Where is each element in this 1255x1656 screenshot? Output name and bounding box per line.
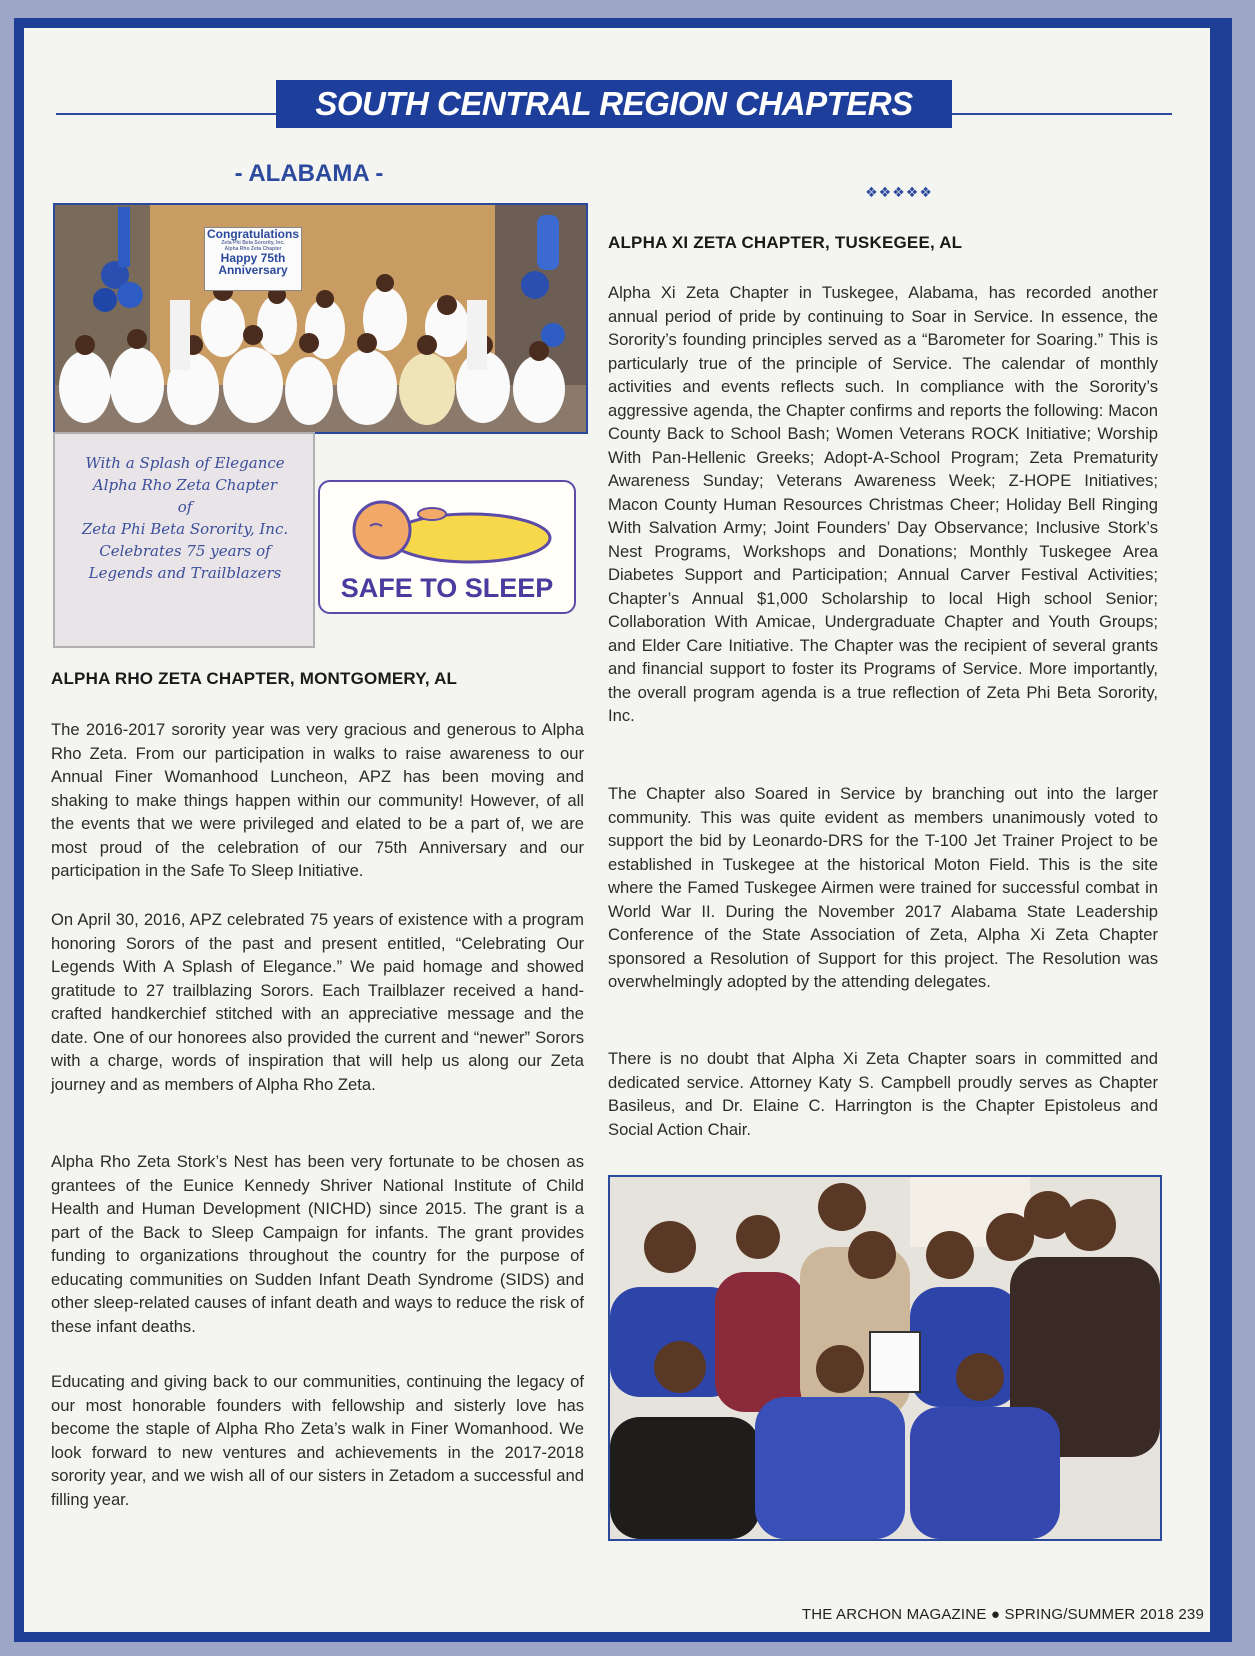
embroidery-line: of bbox=[177, 498, 193, 516]
page-footer: THE ARCHON MAGAZINE ● SPRING/SUMMER 2018 239 bbox=[801, 1606, 1204, 1623]
header-rule-left bbox=[56, 113, 276, 115]
state-label: - ALABAMA - bbox=[234, 160, 384, 187]
paragraph: On April 30, 2016, APZ celebrated 75 years of existence with a program honoring Sorors of the past and present entitled, “Celebrating Our Legends With A Splash of Elegance.” We paid homage and showed gratitude to 27 trailblazing Sorors. Each Trailblazer received a hand-crafted handkerchief stitched with an appreciative message and the date. One of our honorees also provided the current and “newer” Sorors with a charge, words of inspiration that will help us along our Zeta journey and as members of Alpha Rho Zeta. bbox=[51, 910, 584, 1094]
page-frame bbox=[14, 18, 1232, 1642]
paragraph: Alpha Xi Zeta Chapter in Tuskegee, Alabama, has recorded another annual period of pride by continuing to Soar in Service. In essence, the Sorority’s founding principles served as a “Barometer for Soaring.” This is particularly true of the principle of Service. The calendar of monthly activities and events reflects such. In compliance with the Sorority’s aggressive agenda, the Chapter confirms and reports the following: Macon County Back to School Bash; Women Veterans ROCK Initiative; Worship With Pan-Hellenic Greeks; Adopt-A-School Program; Zeta Prematurity Awareness Sunday; Veterans Awareness Week; Z-HOPE Initiatives; Macon County Human Resources Christmas Cheer; Holiday Bell Ringing With Salvation Army; Joint Founders’ Day Observance; Inclusive Stork’s Nest Programs, Workshops and Donations; Monthly Tuskegee Area Diabetes Support and Participation; Annual Carver Festival Activities; Chapter’s Annual $1,000 Scholarship to local High school Senior; Collaboration With Amicae, Undergraduate Chapter and Youth Groups; and Elder Care Initiative. The Chapter was the recipient of several grants and financial support to foster its Programs of Service. More importantly, the overall program agenda is a true reflection of Zeta Phi Beta Sorority, Inc. bbox=[608, 283, 1158, 725]
sign-line-1: Congratulations bbox=[207, 227, 299, 241]
paragraph: The 2016-2017 sorority year was very gracious and generous to Alpha Rho Zeta. From our participation in walks to raise awareness to our Annual Finer Womanhood Luncheon, APZ has been moving and shaking to make things happen within our community! However, of all the events that we were privileged and elated to be a part of, we are most proud of the celebration of our 75th Anniversary and our participation in the Safe To Sleep Initiative. bbox=[51, 720, 584, 880]
header-rule-right bbox=[952, 113, 1172, 115]
embroidery-line: Celebrates 75 years of bbox=[99, 542, 271, 560]
embroidery-line: Legends and Trailblazers bbox=[88, 564, 282, 582]
handkerchief-embroidery bbox=[65, 452, 305, 584]
article-heading-tuskegee: ALPHA XI ZETA CHAPTER, TUSKEGEE, AL bbox=[608, 233, 963, 252]
ornament-divider: ❖❖❖❖❖ bbox=[865, 184, 933, 200]
sleeping-baby-icon bbox=[320, 488, 574, 578]
paragraph: There is no doubt that Alpha Xi Zeta Chapter soars in committed and dedicated service. Attorney Katy S. Campbell proudly serves as Chapter Basileus, and Dr. Elaine C. Harrington is the Chapter Epistoleus and Social Action Chair. bbox=[608, 1049, 1158, 1139]
sign-line-2: Zeta Phi Beta Sorority, Inc. bbox=[221, 240, 285, 246]
sign-line-4: Happy 75th bbox=[220, 251, 286, 265]
tuskegee-chapter-photo bbox=[608, 1175, 1162, 1541]
group-photo-illustration bbox=[55, 205, 586, 432]
embroidery-line: With a Splash of Elegance bbox=[85, 454, 285, 472]
handkerchief-photo bbox=[53, 432, 315, 648]
sign-line-5: Anniversary bbox=[218, 263, 288, 277]
safe-to-sleep-label: SAFE TO SLEEP bbox=[340, 573, 554, 603]
paragraph: The Chapter also Soared in Service by branching out into the larger community. This was quite evident as members unanimously voted to support the bid by Leonardo-DRS for the T-100 Jet Trainer Project to be established in Tuskegee at the historical Moton Field. This is the site where the Famed Tuskegee Airmen were trained for successful combat in World War II. During the November 2017 Alabama State Leadership Conference of the State Association of Zeta, Alpha Xi Zeta Chapter sponsored a Resolution of Support for this project. The Resolution was overwhelmingly adopted by the attending delegates. bbox=[608, 784, 1158, 991]
safe-to-sleep-logo bbox=[318, 480, 576, 614]
embroidery-line: Alpha Rho Zeta Chapter bbox=[92, 476, 278, 494]
sign-line-3: Alpha Rho Zeta Chapter bbox=[224, 246, 282, 252]
article-heading-montgomery: ALPHA RHO ZETA CHAPTER, MONTGOMERY, AL bbox=[51, 669, 458, 688]
magazine-page bbox=[24, 28, 1210, 1632]
paragraph: Alpha Rho Zeta Stork’s Nest has been very fortunate to be chosen as grantees of the Eunice Kennedy Shriver National Institute of Child Health and Human Development (NICHD) since 2015. The grant is a part of the Back to Sleep Campaign for infants. The grant provides funding to organizations throughout the country for the purpose of educating communities on Sudden Infant Death Syndrome (SIDS) and other sleep-related causes of infant death and ways to reduce the risk of these infant deaths. bbox=[51, 1152, 584, 1336]
anniversary-sign bbox=[204, 227, 302, 291]
embroidery-line: Zeta Phi Beta Sorority, Inc. bbox=[81, 520, 289, 538]
chapter-anniversary-photo bbox=[53, 203, 588, 434]
group-photo-illustration bbox=[610, 1177, 1160, 1539]
paragraph: Educating and giving back to our communities, continuing the legacy of our most honorable founders with fellowship and sisterly love has become the staple of Alpha Rho Zeta’s walk in Finer Womanhood. We look forward to new ventures and achievements in the 2017-2018 sorority year, and we wish all of our sisters in Zetadom a successful and filling year. bbox=[51, 1372, 584, 1509]
section-banner: SOUTH CENTRAL REGION CHAPTERS bbox=[276, 80, 952, 128]
